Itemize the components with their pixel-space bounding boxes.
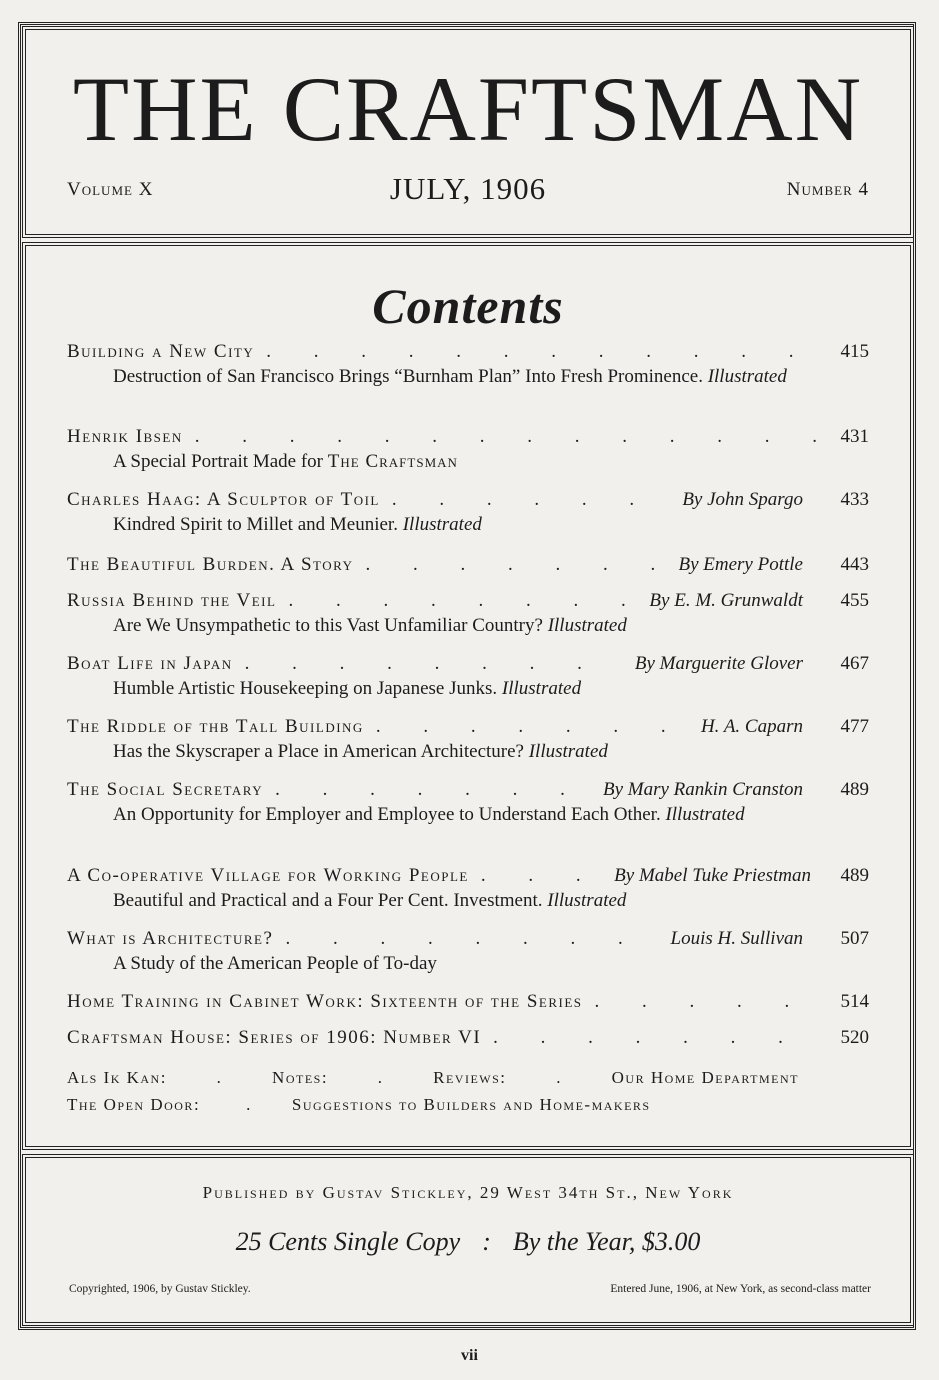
entry-author: By Mary Rankin Cranston — [602, 779, 803, 800]
entry-subtitle: Humble Artistic Housekeeping on Japanese Junks. Illustrated — [113, 678, 582, 699]
magazine-title: THE CRAFTSMAN — [72, 58, 864, 160]
contents-heading: Contents — [372, 278, 564, 334]
toc-entry[interactable] — [67, 865, 869, 912]
copyright-note: Copyrighted, 1906, by Gustav Stickley. — [69, 1283, 251, 1295]
entry-page: 415 — [840, 341, 869, 362]
entry-title: Henrik Ibsen — [67, 426, 183, 447]
publisher-line: Published by Gustav Stickley, 29 West 34th St., New York — [202, 1183, 734, 1202]
entry-page: 443 — [840, 554, 869, 575]
entry-author: Louis H. Sullivan — [670, 928, 803, 949]
entry-note: Entered June, 1906, at New York, as second-class matter — [610, 1283, 871, 1295]
entry-title: A Co-operative Village for Working People — [67, 865, 469, 886]
entry-title: The Riddle of thb Tall Building — [67, 716, 364, 737]
contents-panel — [22, 242, 914, 1150]
entry-subtitle: Beautiful and Practical and a Four Per Cent. Investment. Illustrated — [113, 890, 627, 911]
entry-page: 431 — [840, 426, 869, 447]
entry-page: 433 — [840, 489, 869, 510]
toc-entry[interactable] — [67, 590, 869, 637]
entry-page: 520 — [840, 1027, 869, 1048]
entry-author: By John Spargo — [682, 489, 803, 510]
entry-title: What is Architecture? — [67, 928, 274, 949]
toc-entry[interactable] — [67, 928, 869, 975]
entry-title: Building a New City — [67, 341, 255, 362]
entry-title: Craftsman House: Series of 1906: Number VI — [67, 1027, 482, 1048]
toc-entry[interactable] — [67, 779, 869, 826]
price-line: 25 Cents Single Copy : By the Year, $3.00 — [235, 1227, 701, 1256]
toc-entry[interactable] — [67, 1027, 869, 1049]
entry-subtitle: An Opportunity for Employer and Employee to Understand Each Other. Illustrated — [113, 804, 745, 825]
issue-number: Number 4 — [786, 179, 869, 200]
entry-page: 477 — [840, 716, 869, 737]
entry-subtitle: Destruction of San Francisco Brings “Burnham Plan” Into Fresh Prominence. Illustrated — [113, 366, 787, 387]
entry-page: 489 — [840, 865, 869, 886]
entry-page: 467 — [840, 653, 869, 674]
entry-title: Boat Life in Japan — [67, 653, 233, 674]
toc-entry[interactable] — [67, 426, 869, 473]
toc-entry[interactable] — [67, 341, 869, 388]
entry-author: By Emery Pottle — [678, 554, 803, 575]
entry-author: By Mabel Tuke Priestman — [614, 865, 811, 886]
entry-title: Russia Behind the Veil — [67, 590, 277, 611]
entry-title: The Social Secretary — [67, 779, 264, 800]
entry-page: 507 — [840, 928, 869, 949]
entry-title: Home Training in Cabinet Work: Sixteenth of the Series — [67, 991, 583, 1012]
issue-date: JULY, 1906 — [389, 171, 547, 206]
toc-entry[interactable] — [67, 991, 869, 1013]
entry-subtitle: Are We Unsympathetic to this Vast Unfamiliar Country? Illustrated — [113, 615, 627, 636]
toc-entry[interactable] — [67, 653, 869, 700]
entry-page: 514 — [840, 991, 869, 1012]
entry-title: The Beautiful Burden. A Story — [67, 554, 354, 575]
entry-author: H. A. Caparn — [700, 716, 803, 737]
page-folio: vii — [461, 1347, 478, 1364]
entry-subtitle: A Study of the American People of To-day — [113, 953, 437, 974]
toc-entry[interactable] — [67, 554, 869, 576]
entry-page: 489 — [840, 779, 869, 800]
entry-author: By E. M. Grunwaldt — [649, 590, 803, 611]
toc-entry[interactable] — [67, 489, 869, 536]
entry-author: By Marguerite Glover — [634, 653, 803, 674]
entry-subtitle: Has the Skyscraper a Place in American Architecture? Illustrated — [113, 741, 608, 762]
publisher-panel — [22, 1154, 914, 1326]
entry-subtitle: Kindred Spirit to Millet and Meunier. Illustrated — [113, 514, 482, 535]
volume-label: Volume X — [67, 179, 154, 200]
entry-title: Charles Haag: A Sculptor of Toil — [67, 489, 380, 510]
masthead — [22, 26, 914, 238]
toc-entry[interactable] — [67, 716, 869, 763]
entry-page: 455 — [840, 590, 869, 611]
entry-subtitle: A Special Portrait Made for The Craftsman — [113, 451, 458, 472]
departments-line: Als Ik Kan: . Notes: . Reviews: . Our Home Department — [67, 1068, 799, 1087]
open-door-line: The Open Door: . Suggestions to Builders and Home-makers — [67, 1095, 651, 1114]
